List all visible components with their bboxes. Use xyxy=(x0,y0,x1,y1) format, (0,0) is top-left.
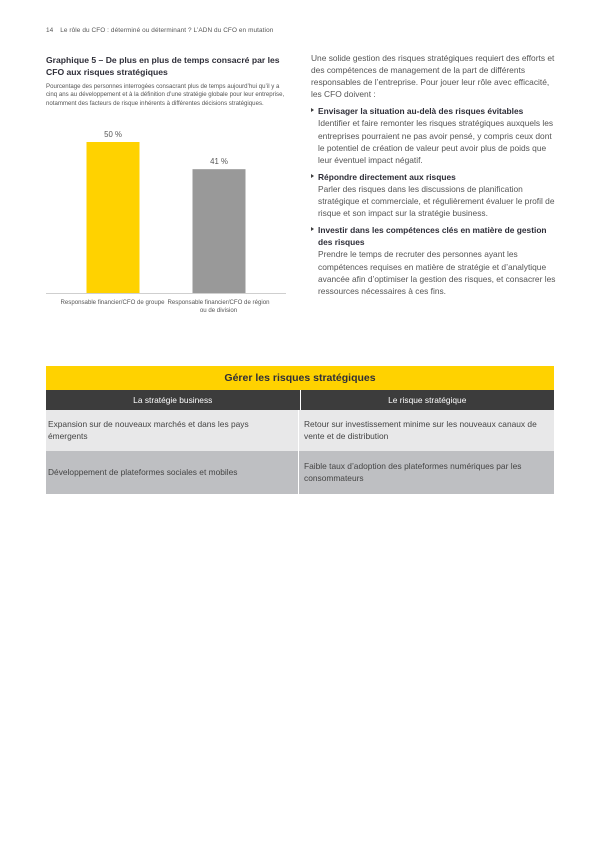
chart-subtitle: Pourcentage des personnes interrogées consacrant plus de temps aujourd’hui qu’il y a cinq ans au développement et à la définition d’une stratégie globale pour leur entreprise, notamment des facteurs de risque inhérents à différentes décisions stratégiques. xyxy=(46,83,285,107)
table-title: Gérer les risques stratégiques xyxy=(46,366,554,390)
category-label-group: Responsable financier/CFO de groupe xyxy=(60,299,165,306)
table-cell: Expansion sur de nouveaux marchés et dans les pays émergents xyxy=(48,419,249,441)
table-header-cell: Le risque stratégique xyxy=(300,390,555,410)
bullet-arrow-icon xyxy=(311,227,314,231)
running-title: Le rôle du CFO : déterminé ou déterminant ? L’ADN du CFO en mutation xyxy=(60,27,274,34)
bullet-title: Investir dans les compétences clés en matière de gestion des risques xyxy=(318,225,547,248)
running-header xyxy=(46,27,273,34)
intro-paragraph: Une solide gestion des risques stratégiques requiert des efforts et des compétences de management de la part de différents responsables de l’entreprise. Pour jouer leur rôle avec efficacité, les CFO doivent : xyxy=(311,53,555,100)
chart-data-label: 41 % xyxy=(210,157,228,167)
table-cell: Développement de plateformes sociales et mobiles xyxy=(48,466,238,477)
bullet-list xyxy=(311,105,556,296)
table-row xyxy=(46,451,554,494)
table-header-row xyxy=(46,390,554,410)
bullet-text: Identifier et faire remonter les risques stratégiques auxquels les entreprises pourraient ne pas avoir pensé, y compris ceux dont le potentiel de création de valeur peut avoir plus de poids que leur éventuel impact négatif. xyxy=(318,118,554,165)
table-cell: Retour sur investissement minime sur les nouveaux canaux de vente et de distribution xyxy=(298,410,554,451)
bullet-arrow-icon xyxy=(311,174,314,178)
page-number: 14 xyxy=(46,27,54,34)
bullet-text: Parler des risques dans les discussions de planification stratégique et commerciale, et régulièrement évaluer le profil de risque et son impact sur la stratégie business. xyxy=(318,183,555,219)
chart-title: Graphique 5 – De plus en plus de temps consacré par les CFO aux risques stratégiques xyxy=(46,55,280,77)
bullet-arrow-icon xyxy=(311,108,314,112)
bullet-item xyxy=(311,224,556,297)
bullet-title: Envisager la situation au-delà des risques évitables xyxy=(318,106,524,117)
chart-data-label: 50 % xyxy=(104,130,122,139)
bullet-text: Prendre le temps de recruter des personnes ayant les compétences requises en matière de stratégie et d’analytique avancée afin d’optimiser la gestion des risques, et consacrer les ressources nécessaires à ces fins. xyxy=(318,249,556,296)
bullet-item xyxy=(311,105,556,165)
bullet-item xyxy=(311,171,556,219)
chart-bar xyxy=(87,142,140,293)
risk-table xyxy=(46,366,554,494)
chart-bar xyxy=(193,169,246,293)
table-header-cell: La stratégie business xyxy=(133,395,213,405)
table-cell: Faible taux d’adoption des plateformes numériques par les consommateurs xyxy=(298,451,554,494)
table-row xyxy=(46,410,554,451)
bullet-title: Répondre directement aux risques xyxy=(318,171,456,182)
right-column xyxy=(311,52,556,302)
category-label-division: Responsable financier/CFO de région ou de division xyxy=(167,299,270,315)
bar-chart xyxy=(46,122,291,298)
